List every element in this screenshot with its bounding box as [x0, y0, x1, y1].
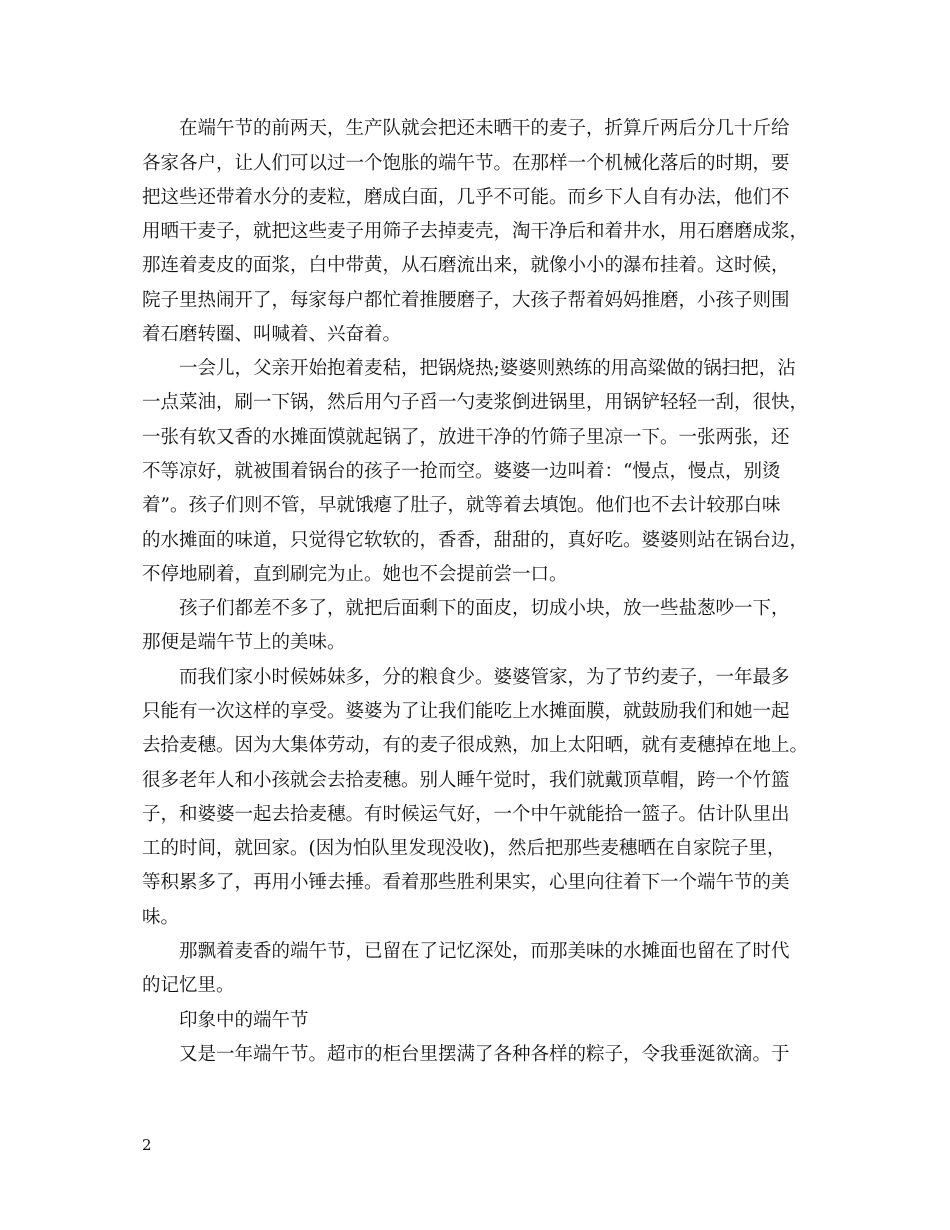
section-heading: 印象中的端午节	[179, 1010, 309, 1031]
text-line: 不停地刷着，直到刷完为止。她也不会提前尝一口。	[142, 564, 568, 585]
text-line: 很多老年人和小孩就会去拾麦穗。别人睡午觉时，我们就戴顶草帽，跨一个竹篮	[142, 770, 790, 791]
text-line: 用晒干麦子，就把这些麦子用筛子去掉麦壳，淘干净后和着井水，用石磨磨成浆，	[142, 221, 809, 242]
text-line: 各家各户，让人们可以过一个饱胀的端午节。在那样一个机械化落后的时期，要	[142, 153, 790, 174]
text-line: 味。	[142, 907, 180, 928]
text-line: 把这些还带着水分的麦粒，磨成白面，几乎不可能。而乡下人自有办法，他们不	[142, 187, 790, 208]
text-line: 工的时间，就回家。(因为怕队里发现没收)，然后把那些麦穗晒在自家院子里，	[142, 838, 786, 859]
text-line: 着”。孩子们则不管，早就饿瘪了肚子，就等着去填饱。他们也不去计较那白味	[142, 495, 781, 516]
text-line: 那飘着麦香的端午节，已留在了记忆深处，而那美味的水摊面也留在了时代	[179, 941, 790, 962]
text-line: 孩子们都差不多了，就把后面剩下的面皮，切成小块，放一些盐葱吵一下，	[179, 598, 790, 619]
page-number: 2	[142, 1136, 152, 1154]
text-line: 一张有软又香的水摊面馍就起锅了，放进干净的竹筛子里凉一下。一张两张，还	[142, 427, 790, 448]
text-line: 那便是端午节上的美味。	[142, 632, 346, 653]
text-line: 去拾麦穗。因为大集体劳动，有的麦子很成熟，加上太阳晒，就有麦穗掉在地上。	[142, 735, 809, 756]
text-line: 而我们家小时候姊妹多，分的粮食少。婆婆管家，为了节约麦子，一年最多	[179, 667, 790, 688]
text-line: 不等凉好，就被围着锅台的孩子一抢而空。婆婆一边叫着：“慢点，慢点，别烫	[142, 461, 781, 482]
text-line: 一点菜油，刷一下锅，然后用勺子舀一勺麦浆倒进锅里，用锅铲轻轻一刮，很快，	[142, 392, 809, 413]
text-line: 子，和婆婆一起去拾麦穗。有时候运气好，一个中午就能拾一篮子。估计队里出	[142, 804, 790, 825]
text-line: 那连着麦皮的面浆，白中带黄，从石磨流出来，就像小小的瀑布挂着。这时候，	[142, 255, 790, 276]
text-line: 的水摊面的味道，只觉得它软软的，香香，甜甜的，真好吃。婆婆则站在锅台边，	[142, 530, 809, 551]
text-line: 等积累多了，再用小锤去捶。看着那些胜利果实，心里向往着下一个端午节的美	[142, 872, 790, 893]
text-line: 院子里热闹开了，每家每户都忙着推腰磨子，大孩子帮着妈妈推磨，小孩子则围	[142, 290, 790, 311]
text-line: 又是一年端午节。超市的柜台里摆满了各种各样的粽子，令我垂涎欲滴。于	[179, 1044, 790, 1065]
text-line: 只能有一次这样的享受。婆婆为了让我们能吃上水摊面膜，就鼓励我们和她一起	[142, 701, 790, 722]
text-line: 的记忆里。	[142, 975, 235, 996]
text-line: 着石磨转圈、叫喊着、兴奋着。	[142, 324, 402, 345]
text-line: 一会儿，父亲开始抱着麦秸，把锅烧热;婆婆则熟练的用高粱做的锅扫把，沾	[179, 358, 796, 379]
text-line: 在端午节的前两天，生产队就会把还未晒干的麦子，折算斤两后分几十斤给	[179, 118, 790, 139]
